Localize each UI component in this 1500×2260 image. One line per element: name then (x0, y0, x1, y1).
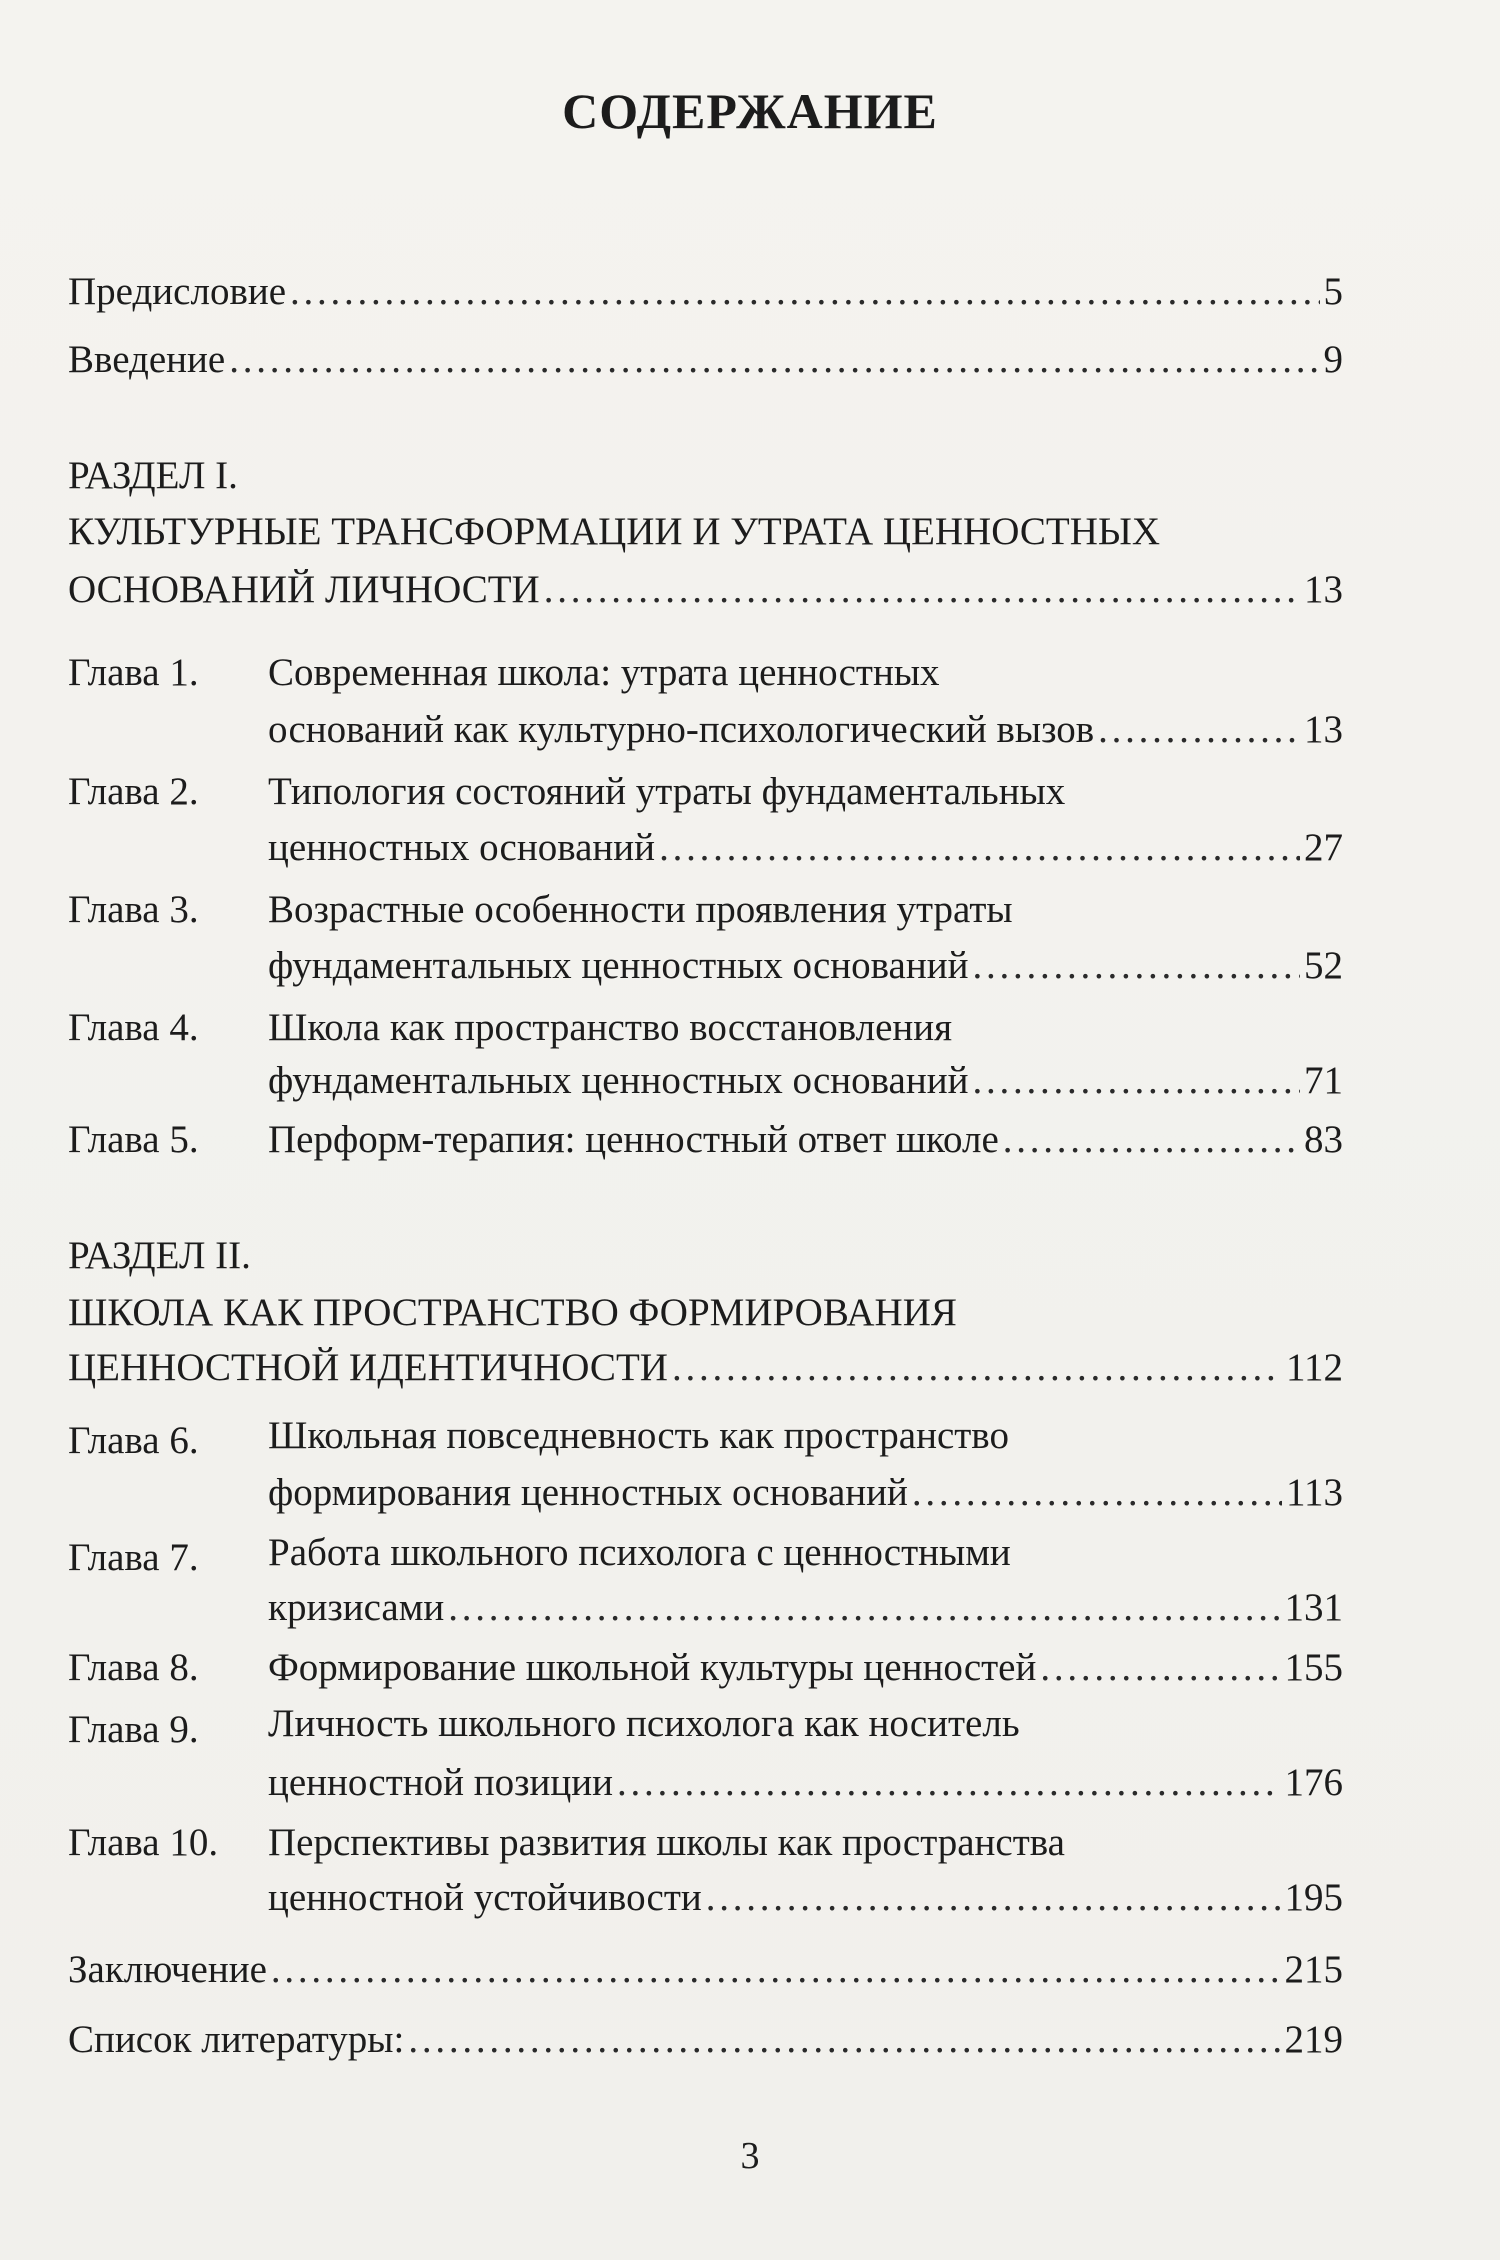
entry-page: 5 (1323, 270, 1343, 313)
dot-leader (408, 2012, 1280, 2068)
toc-entry-conclusion[interactable] (68, 1942, 1343, 1998)
section-2-label: РАЗДЕЛ II. (68, 1234, 251, 1277)
entry-page: 27 (1304, 826, 1343, 869)
toc-entry-chapter-1[interactable] (268, 702, 1343, 758)
entry-page: 215 (1284, 1948, 1343, 1991)
chapter-2-title-line1: Типология состояний утраты фундаментальных (268, 770, 1066, 813)
chapter-1-title-line1: Современная школа: утрата ценностных (268, 651, 940, 694)
chapter-6-label: Глава 6. (68, 1419, 199, 1462)
chapter-1-label: Глава 1. (68, 651, 199, 694)
section-2-title-line1: ШКОЛА КАК ПРОСТРАНСТВО ФОРМИРОВАНИЯ (68, 1291, 957, 1334)
toc-entry-chapter-2[interactable] (268, 820, 1343, 876)
entry-text: ценностных оснований (268, 826, 656, 869)
chapter-10-title-line1: Перспективы развития школы как пространства (268, 1821, 1065, 1864)
entry-text: Заключение (68, 1948, 267, 1991)
chapter-3-label: Глава 3. (68, 888, 199, 931)
entry-page: 176 (1284, 1761, 1343, 1804)
toc-entry-chapter-3[interactable] (268, 938, 1343, 994)
chapter-10-label: Глава 10. (68, 1821, 219, 1864)
chapter-4-label: Глава 4. (68, 1006, 199, 1049)
entry-text: Перформ-терапия: ценностный ответ школе (268, 1118, 999, 1161)
entry-page: 83 (1304, 1118, 1343, 1161)
toc-entry-chapter-8[interactable] (268, 1640, 1343, 1696)
dot-leader (271, 1942, 1281, 1998)
chapter-5-label: Глава 5. (68, 1118, 199, 1161)
dot-leader (706, 1870, 1281, 1926)
dot-leader (972, 938, 1300, 994)
entry-page: 112 (1285, 1346, 1343, 1389)
page-number: 3 (740, 2135, 760, 2177)
entry-text: формирования ценностных оснований (268, 1471, 908, 1514)
dot-leader (912, 1465, 1282, 1521)
dot-leader (617, 1755, 1280, 1811)
entry-text: кризисами (268, 1586, 445, 1629)
entry-text: ценностной позиции (268, 1761, 614, 1804)
toc-entry-introduction[interactable] (68, 332, 1343, 388)
dot-leader (1040, 1640, 1280, 1696)
entry-page: 155 (1284, 1646, 1343, 1689)
entry-text: фундаментальных ценностных оснований (268, 944, 969, 987)
entry-text: Введение (68, 338, 226, 381)
dot-leader (1098, 702, 1300, 758)
toc-entry-chapter-9[interactable] (268, 1755, 1343, 1811)
section-1-title-line1: КУЛЬТУРНЫЕ ТРАНСФОРМАЦИИ И УТРАТА ЦЕННОСТНЫХ (68, 510, 1161, 553)
toc-entry-section-2[interactable] (68, 1340, 1343, 1396)
entry-page: 52 (1304, 944, 1343, 987)
entry-page: 71 (1304, 1059, 1343, 1102)
entry-page: 219 (1284, 2018, 1343, 2061)
entry-text: Список литературы: (68, 2018, 405, 2061)
toc-entry-bibliography[interactable] (68, 2012, 1343, 2068)
entry-text: оснований как культурно-психологический вызов (268, 708, 1095, 751)
chapter-4-title-line1: Школа как пространство восстановления (268, 1006, 953, 1049)
chapter-8-label: Глава 8. (68, 1646, 199, 1689)
entry-text: ценностной устойчивости (268, 1876, 702, 1919)
chapter-2-label: Глава 2. (68, 770, 199, 813)
entry-page: 13 (1304, 568, 1343, 611)
entry-page: 13 (1304, 708, 1343, 751)
entry-text: ЦЕННОСТНОЙ ИДЕНТИЧНОСТИ (68, 1346, 668, 1389)
dot-leader (229, 332, 1319, 388)
dot-leader (972, 1053, 1300, 1109)
entry-text: ОСНОВАНИЙ ЛИЧНОСТИ (68, 568, 540, 611)
entry-text: Формирование школьной культуры ценностей (268, 1646, 1037, 1689)
chapter-9-label: Глава 9. (68, 1708, 199, 1751)
entry-text: фундаментальных ценностных оснований (268, 1059, 969, 1102)
dot-leader (544, 562, 1300, 618)
chapter-7-title-line1: Работа школьного психолога с ценностными (268, 1531, 1011, 1574)
toc-entry-preface[interactable] (68, 264, 1343, 320)
chapter-6-title-line1: Школьная повседневность как пространство (268, 1414, 1009, 1457)
entry-page: 131 (1284, 1586, 1343, 1629)
section-1-label: РАЗДЕЛ I. (68, 454, 238, 497)
chapter-7-label: Глава 7. (68, 1536, 199, 1579)
page-title: СОДЕРЖАНИЕ (562, 83, 938, 139)
dot-leader (1003, 1112, 1300, 1168)
dot-leader (448, 1580, 1280, 1636)
toc-entry-chapter-4[interactable] (268, 1053, 1343, 1109)
dot-leader (659, 820, 1300, 876)
entry-page: 113 (1285, 1471, 1343, 1514)
toc-entry-section-1[interactable] (68, 562, 1343, 618)
entry-page: 195 (1284, 1876, 1343, 1919)
entry-page: 9 (1323, 338, 1343, 381)
chapter-3-title-line1: Возрастные особенности проявления утраты (268, 888, 1013, 931)
toc-entry-chapter-6[interactable] (268, 1465, 1343, 1521)
entry-text: Предисловие (68, 270, 287, 313)
dot-leader (290, 264, 1319, 320)
toc-entry-chapter-10[interactable] (268, 1870, 1343, 1926)
dot-leader (672, 1340, 1282, 1396)
chapter-9-title-line1: Личность школьного психолога как носитель (268, 1702, 1020, 1745)
toc-entry-chapter-7[interactable] (268, 1580, 1343, 1636)
toc-entry-chapter-5[interactable] (268, 1112, 1343, 1168)
